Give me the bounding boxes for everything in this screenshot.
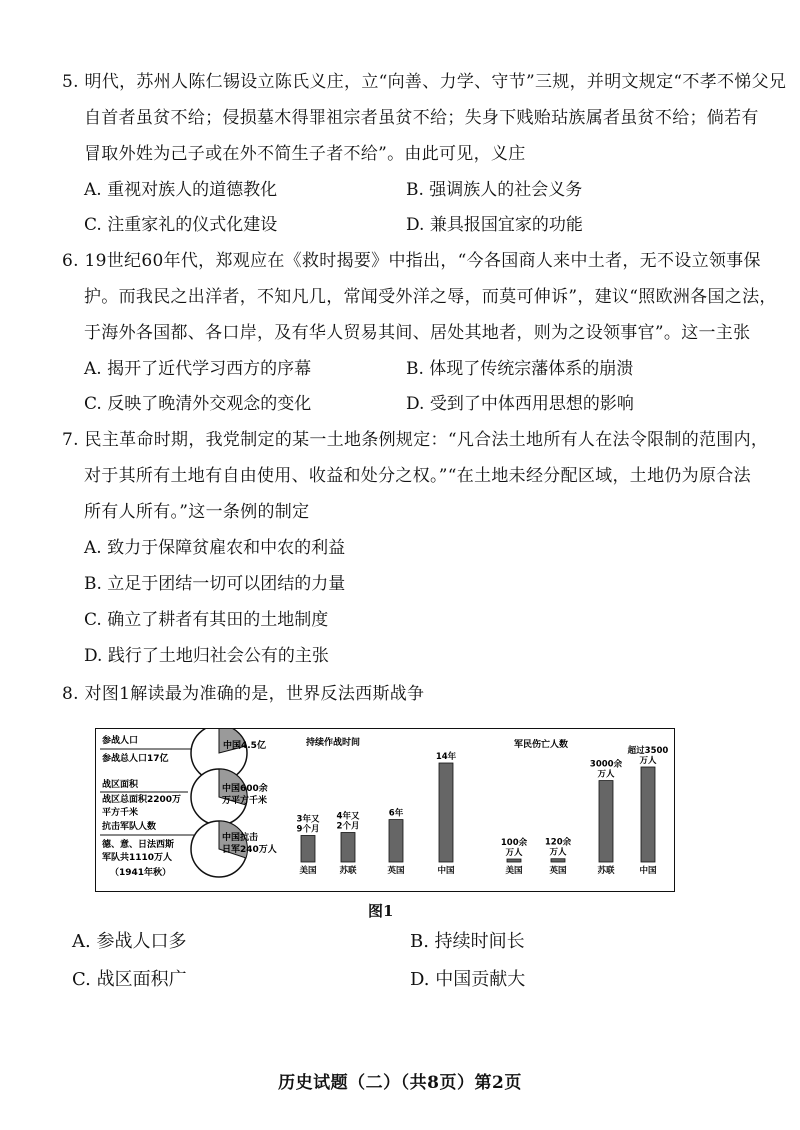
chart1-value-label-2: 万人 <box>597 769 615 780</box>
chart1-bar-1 <box>551 859 565 862</box>
pie1-inner-1: 中国4.5亿 <box>223 741 266 751</box>
chart1-value-label-1: 120余 <box>544 837 572 848</box>
chart0-bar-1 <box>341 833 355 862</box>
chart1-value-label-2: 3000余 <box>589 759 623 770</box>
pie-panel-area <box>100 769 268 825</box>
q7-option-c[interactable]: C. 确立了耕者有其田的土地制度 <box>84 610 329 630</box>
chart1-bar-3 <box>641 767 655 862</box>
pie-panel-troops <box>100 820 277 878</box>
pie2-label3: 平方千米 <box>102 808 139 818</box>
q7-stem-line-3: 所有人所有。”这一条例的制定 <box>84 502 310 522</box>
q6-option-d[interactable]: D. 受到了中体西用思想的影响 <box>406 394 634 414</box>
q5-option-b[interactable]: B. 强调族人的社会义务 <box>406 180 583 200</box>
q6-stem-line-1: 6. 19世纪60年代，郑观应在《救时揭要》中指出，“今各国商人来中土者，无不设立领事保 <box>62 251 761 271</box>
chart1-category-0: 美国 <box>505 866 523 876</box>
chart1-value-label-1: 万人 <box>549 847 567 858</box>
chart0-value-label-0: 9个月 <box>296 824 320 835</box>
chart0-value-label-0: 3年又 <box>296 814 320 825</box>
q5-option-c[interactable]: C. 注重家礼的仪式化建设 <box>84 215 278 235</box>
chart1-bar-2 <box>599 781 613 862</box>
q7-option-b[interactable]: B. 立足于团结一切可以团结的力量 <box>84 574 346 594</box>
q8-option-a[interactable]: A. 参战人口多 <box>72 931 187 952</box>
page-footer: 历史试题（二）（共8页）第2页 <box>278 1073 522 1093</box>
q7-stem-line-1: 7. 民主革命时期，我党制定的某一土地条例规定：“凡合法土地所有人在法令限制的范围内， <box>62 430 769 450</box>
q6-stem-line-3: 于海外各国都、各口岸，及有华人贸易其间、居处其地者，则为之设领事官”。这一主张 <box>84 323 751 343</box>
pie3-label4: （1941年秋） <box>110 868 172 878</box>
pie2-inner-1: 中国600余 <box>222 784 268 794</box>
chart1-title: 军民伤亡人数 <box>514 740 569 750</box>
chart0-category-2: 英国 <box>387 866 405 876</box>
figure-caption: 图1 <box>368 902 394 920</box>
q5-stem-line-1: 5. 明代，苏州人陈仁锡设立陈氏义庄，立“向善、力学、守节”三规，并明文规定“不孝不悌父兄 <box>62 72 787 92</box>
chart1-category-3: 中国 <box>639 866 657 876</box>
chart1-value-label-0: 万人 <box>505 848 523 858</box>
chart0-bar-0 <box>301 835 315 862</box>
pie3-label3: 军队共1110万人 <box>102 853 173 863</box>
pie1-label2: 参战总人口17亿 <box>102 754 169 764</box>
q7-option-d[interactable]: D. 践行了土地归社会公有的主张 <box>84 646 329 666</box>
chart0-category-1: 苏联 <box>339 866 357 876</box>
q5-option-d[interactable]: D. 兼具报国宜家的功能 <box>406 215 583 235</box>
pie3-inner-1: 中国抗击 <box>222 833 259 843</box>
q5-stem-line-2: 自首者虽贫不给；侵损墓木得罪祖宗者虽贫不给；失身下贱贻玷族属者虽贫不给；倘若有 <box>84 108 759 128</box>
q8-stem: 8. 对图1解读最为准确的是，世界反法西斯战争 <box>62 684 425 704</box>
chart0-category-3: 中国 <box>437 866 455 876</box>
chart0-category-0: 美国 <box>299 866 317 876</box>
pie3-label1: 抗击军队人数 <box>102 822 157 832</box>
q8-option-d[interactable]: D. 中国贡献大 <box>410 969 526 990</box>
q6-stem-line-2: 护。而我民之出洋者，不知凡几，常闻受外洋之辱，而莫可伸诉”，建议“照欧洲各国之法， <box>84 287 777 307</box>
figure-1 <box>95 728 675 892</box>
pie2-inner-2: 万平方千米 <box>222 796 268 806</box>
q6-option-a[interactable]: A. 揭开了近代学习西方的序幕 <box>84 359 312 379</box>
chart1-value-label-3: 超过3500 <box>627 746 669 756</box>
chart1-value-label-0: 100余 <box>500 838 528 848</box>
q5-stem-line-3: 冒取外姓为己子或在外不简生子者不给”。由此可见，义庄 <box>84 144 526 164</box>
q8-option-c[interactable]: C. 战区面积广 <box>72 969 187 990</box>
chart0-bar-3 <box>439 763 453 862</box>
pie2-label1: 战区面积 <box>102 780 139 790</box>
pie3-label2: 德、意、日法西斯 <box>102 840 175 850</box>
chart0-value-label-1: 4年又 <box>336 811 360 822</box>
q8-option-b[interactable]: B. 持续时间长 <box>410 931 525 952</box>
chart-casualties <box>501 738 669 876</box>
chart1-value-label-3: 万人 <box>639 756 657 766</box>
q6-option-b[interactable]: B. 体现了传统宗藩体系的崩溃 <box>406 359 634 379</box>
chart1-bar-0 <box>507 859 521 862</box>
chart0-value-label-3: 14年 <box>435 752 457 762</box>
q7-stem-line-2: 对于其所有土地有自由使用、收益和处分之权。”“在土地未经分配区域，土地仍为原合法 <box>84 466 751 486</box>
pie3-inner-2: 日军240万人 <box>222 845 277 855</box>
pie2-label2: 战区总面积2200万 <box>102 795 182 805</box>
chart0-value-label-2: 6年 <box>388 808 404 819</box>
q6-option-c[interactable]: C. 反映了晚清外交观念的变化 <box>84 394 312 414</box>
chart-duration <box>297 736 457 876</box>
chart0-title: 持续作战时间 <box>306 738 361 748</box>
figure-1-svg <box>96 729 674 891</box>
chart1-category-1: 英国 <box>549 866 567 876</box>
chart0-value-label-1: 2个月 <box>336 821 360 832</box>
pie-panel-population <box>100 729 266 781</box>
q7-option-a[interactable]: A. 致力于保障贫雇农和中农的利益 <box>84 538 346 558</box>
q5-option-a[interactable]: A. 重视对族人的道德教化 <box>84 180 278 200</box>
chart1-category-2: 苏联 <box>597 866 615 876</box>
chart0-bar-2 <box>389 820 403 862</box>
pie1-label1: 参战人口 <box>102 736 139 746</box>
